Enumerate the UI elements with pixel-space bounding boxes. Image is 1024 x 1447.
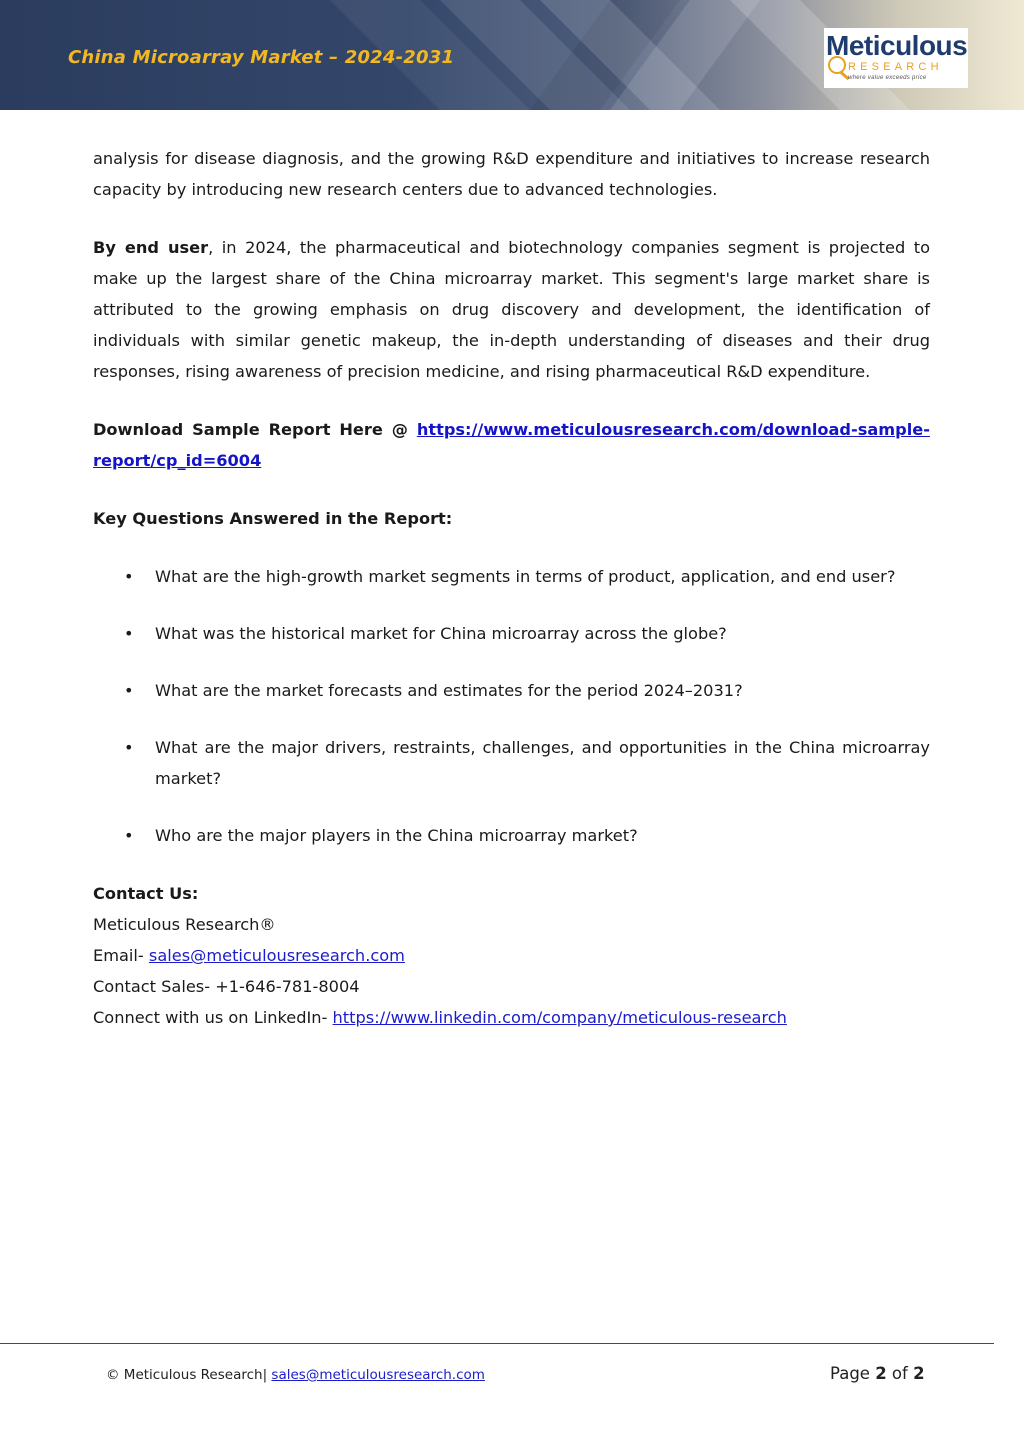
questions-heading: Key Questions Answered in the Report: — [93, 509, 453, 528]
contact-sales: Contact Sales- +1-646-781-8004 — [93, 977, 360, 996]
end-user-paragraph — [93, 232, 930, 387]
page-number — [830, 1364, 925, 1383]
footer-email-link[interactable]: sales@meticulousresearch.com — [271, 1367, 485, 1383]
current-page: 2 — [875, 1364, 887, 1383]
list-item — [93, 732, 930, 794]
questions-list — [93, 561, 930, 851]
logo-subtitle: RESEARCH — [848, 61, 943, 73]
linkedin-link[interactable]: https://www.linkedin.com/company/meticulous-research — [332, 1008, 787, 1027]
list-item — [93, 618, 930, 649]
question-text: What are the high-growth market segments in terms of product, application, and end user? — [155, 567, 896, 586]
download-label: Download Sample Report Here @ — [93, 420, 417, 439]
bullet-icon: • — [124, 738, 134, 757]
contact-email-line — [93, 940, 930, 971]
page-header — [0, 0, 1024, 110]
contact-linkedin-line — [93, 1002, 930, 1033]
contact-company: Meticulous Research® — [93, 915, 276, 934]
document-body — [93, 143, 930, 1033]
contact-section — [93, 878, 930, 1033]
list-item — [93, 675, 930, 706]
bullet-icon: • — [124, 681, 134, 700]
of-word: of — [886, 1364, 914, 1383]
copyright-text: © Meticulous Research| — [106, 1367, 272, 1383]
intro-paragraph: analysis for disease diagnosis, and the growing R&D expenditure and initiatives to increase research capacity by introducing new research centers due to advanced technologies. — [93, 149, 930, 199]
header-title: China Microarray Market – 2024-2031 — [68, 47, 455, 68]
logo-tagline: where value exceeds price — [848, 75, 927, 81]
question-text: What was the historical market for China microarray across the globe? — [155, 624, 727, 643]
footer-copyright — [106, 1367, 485, 1383]
end-user-text: , in 2024, the pharmaceutical and biotechnology companies segment is projected to make up the largest share of the China microarray market. This segment's large market share is attributed to the growing emphasis on drug discovery and development, the identification of individuals with similar genetic makeup, the in-depth understanding of diseases and their drug responses, rising awareness of precision medicine, and rising pharmaceutical R&D expenditure. — [93, 238, 930, 381]
email-label: Email- — [93, 946, 149, 965]
magnifier-icon — [828, 56, 846, 74]
list-item — [93, 820, 930, 851]
download-paragraph — [93, 414, 930, 476]
question-text: Who are the major players in the China microarray market? — [155, 826, 638, 845]
contact-heading: Contact Us: — [93, 884, 199, 903]
contact-email-link[interactable]: sales@meticulousresearch.com — [148, 946, 405, 965]
bullet-icon: • — [124, 567, 134, 586]
question-text: What are the market forecasts and estimates for the period 2024–2031? — [155, 681, 743, 700]
list-item — [93, 561, 930, 592]
bullet-icon: • — [124, 826, 134, 845]
total-pages: 2 — [913, 1364, 925, 1383]
end-user-lead: By end user — [93, 238, 209, 257]
download-sample-link[interactable]: https://www.meticulousresearch.com/download-sample-report/cp_id=6004 — [93, 420, 930, 470]
page-word: Page — [830, 1364, 876, 1383]
logo-wordmark: Meticulous — [826, 30, 968, 61]
question-text: What are the major drivers, restraints, challenges, and opportunities in the China microarray market? — [155, 738, 930, 788]
linkedin-label: Connect with us on LinkedIn- — [93, 1008, 333, 1027]
bullet-icon: • — [124, 624, 134, 643]
meticulous-logo — [824, 28, 968, 88]
footer-divider — [0, 1343, 994, 1344]
